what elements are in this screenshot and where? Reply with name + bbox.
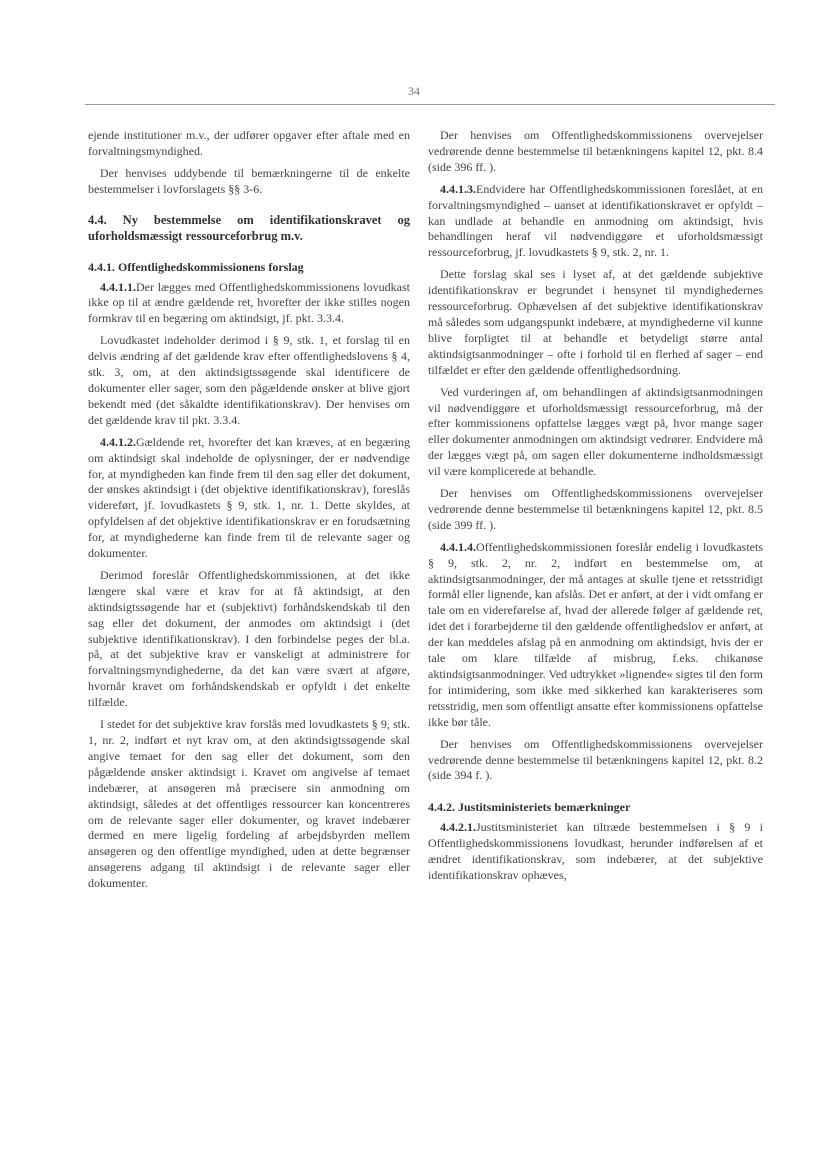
paragraph-text: Offentlighedskommissionen foreslår endelig i lovudkastets § 9, stk. 2, nr. 2, indført en bestemmelse om, at aktindsigtsanmodninger, der må antages at skulle tjene et retsstridigt formål eller lignende, kan afslås. Det er anført, at der i vidt omfang er tale om en videreførelse af, hvad der allerede følger af gældende ret, idet det i forarbejderne til den gældende offentlighedslov er anført, at der kan meddeles afslag på en anmodning om aktindsigt, hvis der er tale om klare tilfælde af misbrug, f.eks. chikanøse aktindsigtsanmodninger. Ved udtrykket »lignende« sigtes til den form for intimidering, som ikke med sikkerhed kan karakteriseres som retsstridig, men som offentligt ansatte efter kommissionens opfattelse ikke bør tåle. [428,539,763,729]
paragraph: I stedet for det subjektive krav forslås med lovudkastets § 9, stk. 1, nr. 2, indført et nyt krav om, at den aktindsigtssøgende skal angive temaet for den sag eller det dokument, som den pågældende ønsker aktindsigt i. Kravet om angivelse af temaet indebærer, at ansøgeren må præcisere sin anmodning om aktindsigt, således at det offentliges ressourcer kan koncentreres om de relevante sager eller dokumenter, og kravet indebærer dermed en mere ligelig fordeling af arbejdsbyrden mellem ansøgeren og den offentlige myndighed, uden at dette begrænser ansøgerens adgang til aktindsigt i de relevante sager eller dokumenter. [88,717,410,891]
paragraph-number: 4.4.1.4. [440,539,476,554]
paragraph: Ved vurderingen af, om behandlingen af aktindsigtsanmodningen vil nødvendiggøre et uforholdsmæssigt ressourceforbrug, må der efter kommissionens opfattelse lægges vægt på, hvor mange sager eller dokumenter anmodningen om aktindsigt vedrører. Endvidere må der lægges vægt på, om sagen eller dokumenterne indholdsmæssigt vil være komplicerede at behandle. [428,384,763,479]
paragraph-4-4-1-2 [88,435,410,562]
section-heading-4-4-2: 4.4.2. Justitsministeriets bemærkninger [428,800,631,815]
paragraph: Lovudkastet indeholder derimod i § 9, stk. 1, et forslag til en delvis ændring af det gældende krav efter offentlighedslovens § 4, stk. 3, om, at den aktindsigtssøgende skal identificere de dokumenter eller sager, som den pågældende ønsker at blive gjort bekendt med (det såkaldte identifikationskrav). Der henvises om det gældende krav til pkt. 3.3.4. [88,333,410,427]
paragraph: Der henvises om Offentlighedskommissionens overvejelser vedrørende denne bestemmelse til betænkningens kapitel 12, pkt. 8.4 (side 396 ff. ). [428,128,763,174]
paragraph: Der henvises om Offentlighedskommissionens overvejelser vedrørende denne bestemmelse til betænkningens kapitel 12, pkt. 8.2 (side 394 f. ). [428,736,763,783]
paragraph-text: Justitsministeriet kan tiltræde bestemmelsen i § 9 i Offentlighedskommissionens lovudkast, herunder indførelsen af et ændret identifikationskrav, som indebærer, at det subjektive identifikationskrav ophæves, [428,820,763,882]
header-rule [85,104,775,105]
paragraph-number: 4.4.1.1. [100,279,136,294]
paragraph: Dette forslag skal ses i lyset af, at det gældende subjektive identifikationskrav er begrundet i hensynet til myndighedernes ressourceforbrug. Ophævelsen af det subjektive identifikationskrav må således som udgangspunkt indebære, at myndighederne vil kunne blive forpligtet til at behandle et betydeligt større antal aktindsigtsanmodninger – ofte i forhold til en flerhed af sager – end tilfældet er efter den gældende offentlighedsordning. [428,267,763,377]
paragraph: Der henvises uddybende til bemærkningerne til de enkelte bestemmelser i lovforslagets §§ 3-6. [88,165,410,196]
paragraph-text: Endvidere har Offentlighedskommissionen foreslået, at en forvaltningsmyndighed – uanset at identifikationskravet er opfyldt – kan undlade at behandle en anmodning om aktindsigt, hvis behandlingen heraf vil nødvendiggøre et uforholdsmæssigt ressourceforbrug, jf. lovudkastets § 9, stk. 2, nr. 1. [428,181,763,260]
paragraph: Derimod foreslår Offentlighedskommissionen, at det ikke længere skal være et krav for at få aktindsigt, at den aktindsigtssøgende har et (subjektivt) forhåndskendskab til den sag eller det dokument, der anmodes om aktindsigt i (det subjektive identifikationskrav). I den forbindelse peges der bl.a. på, at det subjektive krav er vanskeligt at administrere for forvaltningsmyndighederne, da det kan være svært at afgøre, hvornår kravet om forhåndskendskab er opfyldt i det enkelte tilfælde. [88,567,410,710]
paragraph-text: Gældende ret, hvorefter det kan kræves, at en begæring om aktindsigt skal indeholde de oplysninger, der er nødvendige for, at myndigheden kan finde frem til den sag eller det dokument, der ønskes aktindsigt i (det objektive identifikationskrav), foreslås videreført, jf. lovudkastets § 9, stk. 1, nr. 1. Dette skyldes, at opfyldelsen af det objektive identifikationskrav er en forudsætning for, at myndighederne kan finde frem til de relevante sager og dokumenter. [88,434,410,561]
paragraph-4-4-1-4 [428,540,763,731]
paragraph-number: 4.4.2.1. [440,820,476,835]
paragraph-number: 4.4.1.2. [100,434,136,449]
right-column [428,128,763,890]
section-heading-4-4-1: 4.4.1. Offentlighedskommissionens forslag [88,259,304,274]
paragraph: Der henvises om Offentlighedskommissionens overvejelser vedrørende denne bestemmelse til betænkningens kapitel 12, pkt. 8.5 (side 399 ff. ). [428,486,763,532]
paragraph: ejende institutioner m.v., der udfører opgaver efter aftale med en forvaltningsmyndighed. [88,128,410,158]
section-heading-4-4: 4.4. Ny bestemmelse om identifikationskravet og uforholdsmæssigt ressourceforbrug m.v. [88,212,410,243]
paragraph-text: Der lægges med Offentlighedskommissionens lovudkast ikke op til at ændre gældende ret, hvorefter der ikke stilles nogen formkrav til en begæring om aktindsigt, jf. pkt. 3.3.4. [88,279,410,326]
paragraph-4-4-2-1 [428,820,763,884]
paragraph-4-4-1-1 [88,280,410,328]
paragraph-number: 4.4.1.3. [440,181,476,196]
page-number: 34 [408,84,420,98]
paragraph-4-4-1-3 [428,182,763,262]
left-column [88,128,410,898]
